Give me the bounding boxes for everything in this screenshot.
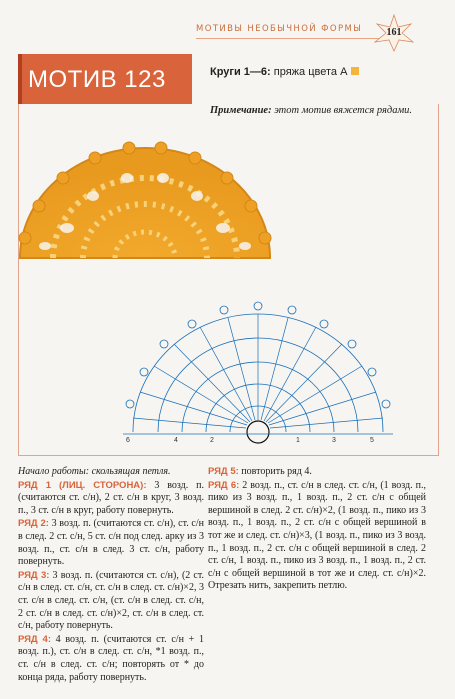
row-4 <box>18 634 204 684</box>
row-num-3: 3 <box>332 437 336 444</box>
row-5-text: повторить ряд 4. <box>238 466 312 477</box>
yarn-spec <box>210 66 359 78</box>
row-num-1: 1 <box>296 437 300 444</box>
row-num-5: 5 <box>370 437 374 444</box>
row-num-4: 4 <box>174 437 178 444</box>
yarn-color-swatch <box>351 67 359 75</box>
row-3 <box>18 570 204 633</box>
row-6 <box>208 480 426 593</box>
row-6-label: РЯД 6: <box>208 479 240 491</box>
row-1-label: РЯД 1 (ЛИЦ. СТОРОНА): <box>18 479 147 491</box>
start-instruction: Начало работы: скользящая петля. <box>18 466 171 477</box>
instructions-column-2 <box>208 466 426 594</box>
motif-title: МОТИВ 123 <box>28 66 166 93</box>
crochet-chart <box>118 300 398 450</box>
note-label: Примечание: <box>210 105 272 116</box>
note-text: этот мотив вяжется рядами. <box>271 105 413 116</box>
row-4-text: 4 возд. п. (считаются ст. с/н + 1 возд. п.), ст. с/н в след. ст. с/н, *1 возд. п., ст. с/н в след. ст. с/н; повторять от * до конца ряда, работу повернуть. <box>18 633 204 683</box>
row-num-2: 2 <box>210 437 214 444</box>
header-rule <box>196 38 384 39</box>
row-2-label: РЯД 2: <box>18 518 49 530</box>
row-4-label: РЯД 4: <box>18 633 51 645</box>
note <box>210 104 430 118</box>
row-1 <box>18 480 204 518</box>
row-2-text: 3 возд. п. (считаются ст. с/н), ст. с/н в след. 2 ст. с/н, 5 ст. с/н под след. арку из 3 возд. п., ст. с/н в след. 3 ст. с/н, работу повернуть. <box>18 518 204 568</box>
yarn-spec-label: Круги 1—6: <box>210 66 271 78</box>
crochet-motif-photo <box>10 140 280 290</box>
page-number: 161 <box>386 27 402 38</box>
section-title: МОТИВЫ НЕОБЫЧНОЙ ФОРМЫ <box>196 24 363 34</box>
instructions-column-1 <box>18 466 204 685</box>
row-5 <box>208 466 426 479</box>
row-2 <box>18 518 204 568</box>
yarn-spec-text: пряжа цвета А <box>270 66 348 78</box>
row-5-label: РЯД 5: <box>208 466 239 477</box>
row-num-6: 6 <box>126 437 130 444</box>
row-3-text: 3 возд. п. (считаются ст. с/н), (2 ст. с/н в след. ст. с/н, ст. с/н в след. ст. с/н)×2, 3 ст. с/н в след. ст. с/н, (ст. с/н в след. ст. с/н, 2 ст. с/н в след. ст. с/н)×2, ст. с/н в след. ст. с/н, работу повернуть. <box>18 569 204 632</box>
row-1-text: 3 возд. п. (считаются ст. с/н), 2 ст. с/н в круг, 3 возд. п., 3 ст. с/н в круг, работу повернуть. <box>18 479 204 516</box>
row-3-label: РЯД 3: <box>18 569 50 581</box>
row-6-text: 2 возд. п., ст. с/н в след. ст. с/н, (1 возд. п., пико из 3 возд. п., 1 возд. п., 2 ст. с/н с общей вершиной в след. 2 ст. с/н)×2, (1 возд. п., пико из 3 возд. п., 1 возд. п., 2 ст. с/н с общей вершиной в тот же и след. ст. с/н)×3, (1 возд. п., пико из 3 возд. п., 1 возд. п., 2 ст. с/н с общей вершиной в след. 2 ст. с/н, 1 возд. п., пико из 3 возд. п., 1 возд. п., 2 ст. с/н с общей вершиной в тот же и след. ст. с/н)×2. Отрезать нить, закрепить петлю. <box>208 479 426 592</box>
